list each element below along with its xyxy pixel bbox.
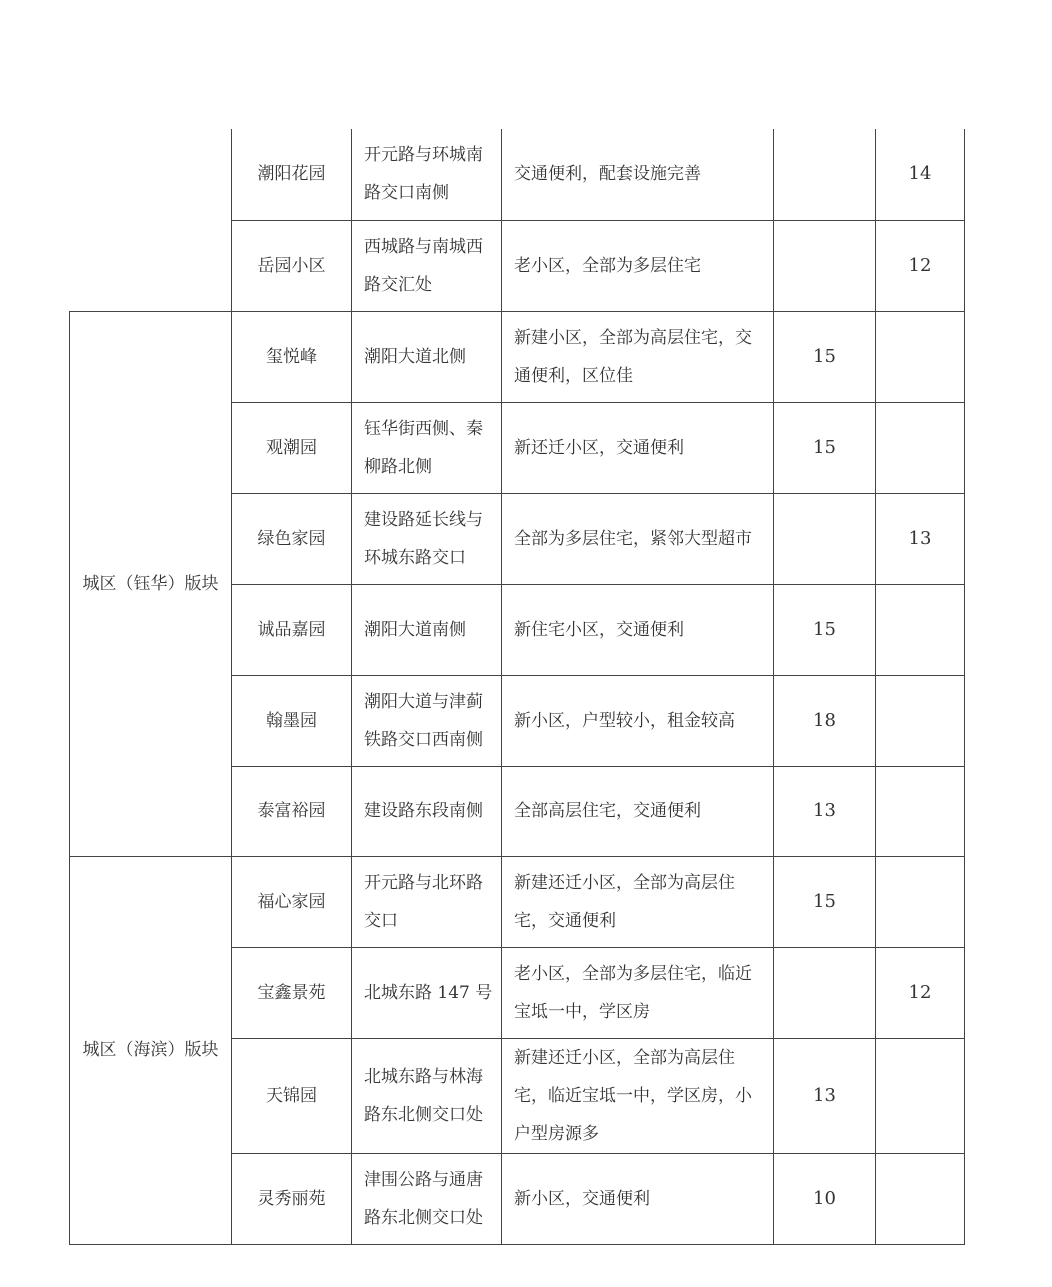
table-row [70,129,965,220]
features: 新小区，户型较小，租金较高 [502,675,774,766]
housing-table [69,129,965,1245]
price-col-a [774,220,876,311]
community-name: 福心家园 [232,856,352,947]
community-name: 玺悦峰 [232,311,352,402]
region-cell [70,856,232,1244]
table-row [70,856,965,947]
location: 钰华街西侧、秦柳路北侧 [352,402,502,493]
price-col-b [876,766,965,856]
price-col-a: 10 [774,1153,876,1244]
features: 新小区，交通便利 [502,1153,774,1244]
region-label: 城区（钰华）版块 [82,573,219,594]
price-col-b [876,1153,965,1244]
community-name: 翰墨园 [232,675,352,766]
price-col-b: 13 [876,493,965,584]
community-name: 泰富裕园 [232,766,352,856]
price-col-a: 15 [774,584,876,675]
price-col-a: 15 [774,856,876,947]
price-col-b: 14 [876,129,965,220]
region-label: 城区（海滨）版块 [82,1040,219,1060]
features: 新还迁小区，交通便利 [502,402,774,493]
community-name: 观潮园 [232,402,352,493]
features: 全部为多层住宅，紧邻大型超市 [502,493,774,584]
location: 北城东路与林海路东北侧交口处 [352,1038,502,1153]
price-col-b [876,402,965,493]
features: 新住宅小区，交通便利 [502,584,774,675]
price-col-a: 18 [774,675,876,766]
price-col-a [774,129,876,220]
location: 潮阳大道南侧 [352,584,502,675]
price-col-b [876,856,965,947]
price-col-b: 12 [876,947,965,1038]
price-col-a: 13 [774,1038,876,1153]
price-col-a [774,947,876,1038]
community-name: 岳园小区 [232,220,352,311]
features: 新建还迁小区，全部为高层住宅，临近宝坻一中，学区房，小户型房源多 [502,1038,774,1153]
community-name: 诚品嘉园 [232,584,352,675]
community-name: 灵秀丽苑 [232,1153,352,1244]
features: 新建小区，全部为高层住宅，交通便利，区位佳 [502,311,774,402]
community-name: 天锦园 [232,1038,352,1153]
features: 交通便利，配套设施完善 [502,129,774,220]
features: 老小区，全部为多层住宅 [502,220,774,311]
location: 建设路东段南侧 [352,766,502,856]
location: 潮阳大道北侧 [352,311,502,402]
table-row [70,311,965,402]
location: 开元路与环城南路交口南侧 [352,129,502,220]
features: 新建还迁小区，全部为高层住宅，交通便利 [502,856,774,947]
features: 全部高层住宅，交通便利 [502,766,774,856]
price-col-a [774,493,876,584]
community-name: 宝鑫景苑 [232,947,352,1038]
region-cell [70,311,232,856]
price-col-b [876,311,965,402]
community-name: 潮阳花园 [232,129,352,220]
price-col-a: 13 [774,766,876,856]
location: 开元路与北环路交口 [352,856,502,947]
location: 建设路延长线与环城东路交口 [352,493,502,584]
price-col-b [876,675,965,766]
features: 老小区，全部为多层住宅，临近宝坻一中，学区房 [502,947,774,1038]
price-col-a: 15 [774,311,876,402]
price-col-a: 15 [774,402,876,493]
price-col-b [876,1038,965,1153]
region-cell [70,129,232,311]
price-col-b: 12 [876,220,965,311]
community-name: 绿色家园 [232,493,352,584]
location: 潮阳大道与津蓟铁路交口西南侧 [352,675,502,766]
location: 津围公路与通唐路东北侧交口处 [352,1153,502,1244]
price-col-b [876,584,965,675]
location: 北城东路 147 号 [352,947,502,1038]
location: 西城路与南城西路交汇处 [352,220,502,311]
